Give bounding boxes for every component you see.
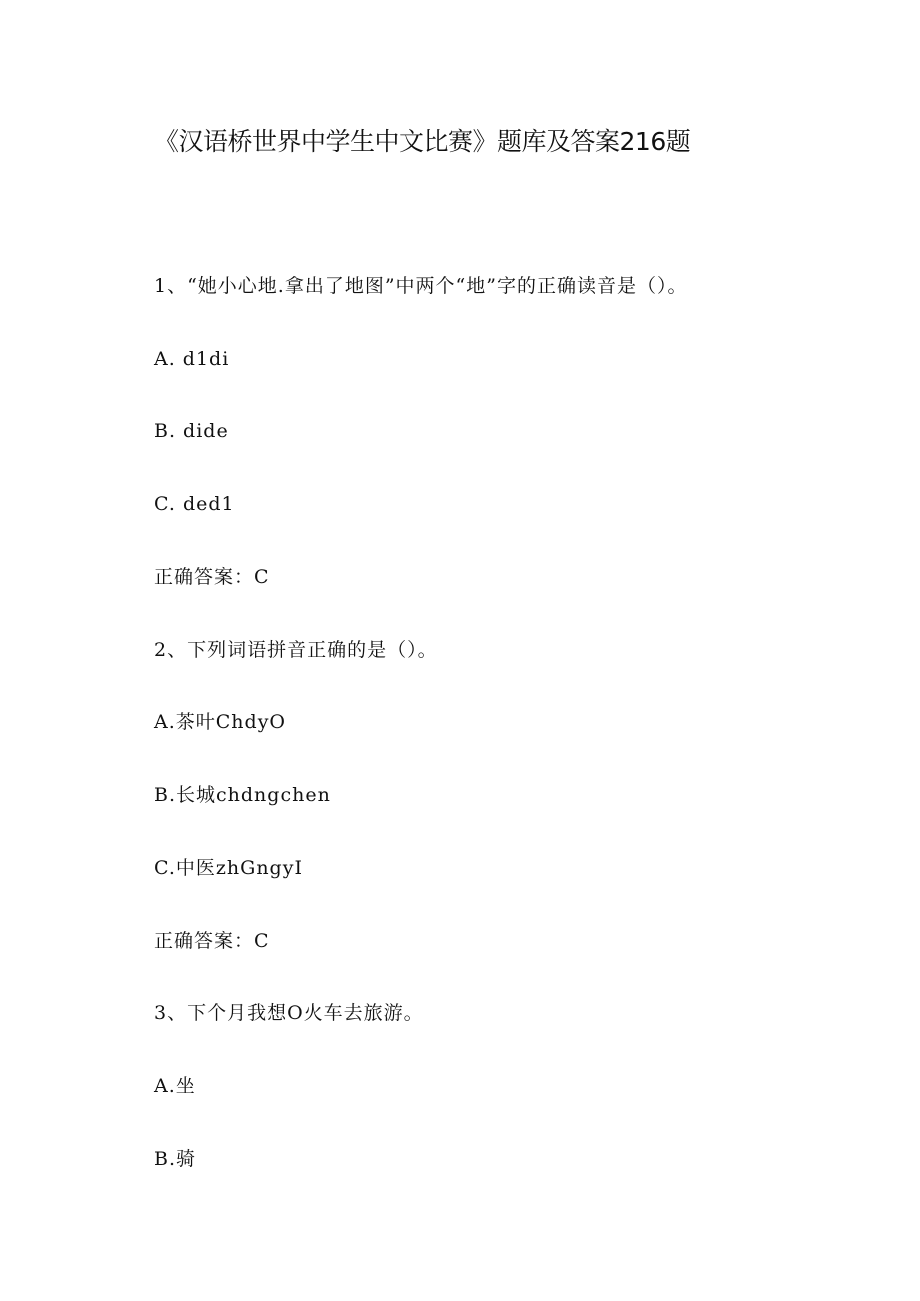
question-3-option-a: A.坐 xyxy=(154,1075,196,1097)
document-title: 《汉语桥世界中学生中文比赛》题库及答案216题 xyxy=(154,127,691,156)
question-1-answer: 正确答案：C xyxy=(154,566,270,588)
question-3-option-b: B.骑 xyxy=(154,1148,197,1170)
question-1-option-b: B. dide xyxy=(154,420,229,442)
question-2-option-b: B.长城chdngchen xyxy=(154,784,331,806)
question-1-option-a: A. d1di xyxy=(154,348,230,370)
question-3-text: 3、下个月我想O火车去旅游。 xyxy=(154,1002,424,1024)
question-2-option-c: C.中医zhGngyI xyxy=(154,857,303,879)
question-2-option-a: A.茶叶ChdyO xyxy=(154,711,287,733)
question-1-text: 1、“她小心地.拿出了地图”中两个“地”字的正确读音是（）。 xyxy=(154,275,688,297)
question-2-answer: 正确答案：C xyxy=(154,930,270,952)
question-1-option-c: C. ded1 xyxy=(154,493,235,515)
question-2-text: 2、下列词语拼音正确的是（）。 xyxy=(154,639,438,661)
